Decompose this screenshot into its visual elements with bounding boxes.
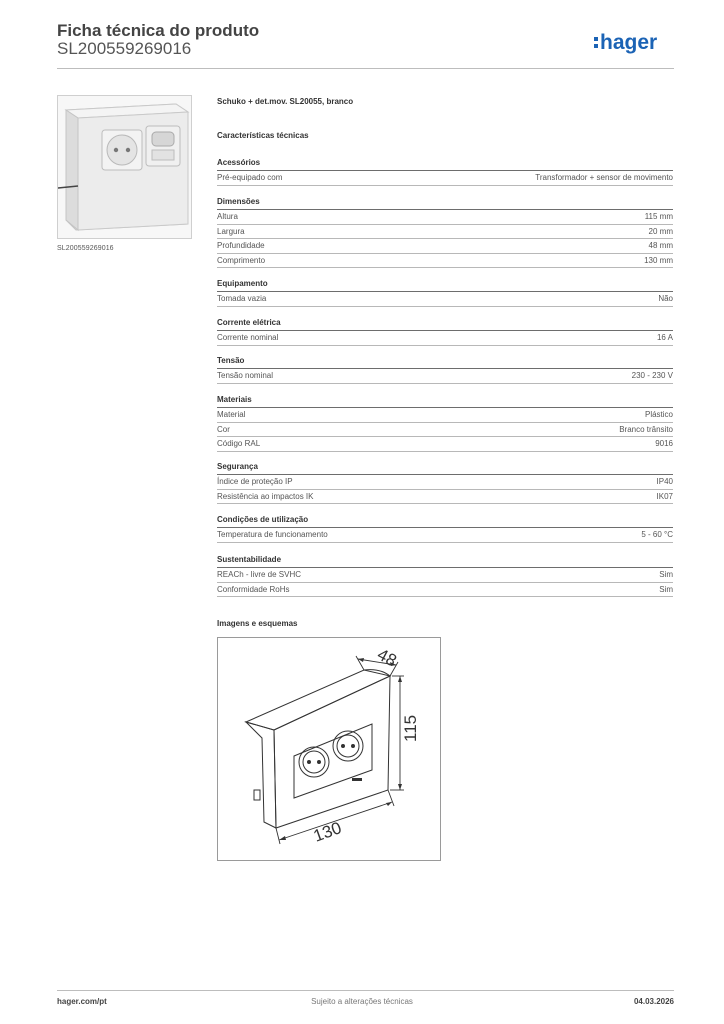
spec-value: Plástico <box>644 410 673 419</box>
spec-row <box>217 239 673 254</box>
spec-value: Branco trânsito <box>619 424 673 434</box>
spec-group-seguranca <box>217 461 673 504</box>
spec-value: 230 - 230 V <box>631 371 673 380</box>
dim-depth-label: 48 <box>374 644 400 671</box>
product-code: SL200559269016 <box>57 39 192 58</box>
spec-value: 20 mm <box>648 226 673 236</box>
logo-text: hager <box>600 31 658 54</box>
spec-group-title: Corrente elétrica <box>217 317 673 331</box>
spec-group-materiais <box>217 394 673 452</box>
spec-group-title: Materiais <box>217 394 673 408</box>
spec-group-condicoes <box>217 514 673 543</box>
spec-group-title: Condições de utilização <box>217 514 673 528</box>
spec-row <box>217 210 673 225</box>
spec-row <box>217 583 673 598</box>
spec-group-title: Dimensões <box>217 196 673 210</box>
spec-row <box>217 225 673 240</box>
spec-value: 16 A <box>656 333 673 342</box>
spec-value: Sim <box>659 570 673 579</box>
spec-label: Material <box>217 410 246 419</box>
spec-group-title: Sustentabilidade <box>217 554 673 568</box>
spec-value: 5 - 60 °C <box>641 530 673 539</box>
spec-value: 130 mm <box>644 255 673 265</box>
spec-label: Conformidade RoHs <box>217 584 290 594</box>
spec-row <box>217 475 673 490</box>
spec-group-title: Acessórios <box>217 157 673 171</box>
spec-group-acessorios <box>217 157 673 186</box>
spec-value: Transformador + sensor de movimento <box>535 173 673 182</box>
page-title: Ficha técnica do produto <box>57 21 260 40</box>
spec-label: Tensão nominal <box>217 371 274 380</box>
spec-row <box>217 408 673 423</box>
product-thumbnail <box>57 95 192 239</box>
product-name: Schuko + det.mov. SL20055, branco <box>217 97 354 106</box>
spec-label: Corrente nominal <box>217 333 279 342</box>
dimension-drawing <box>217 637 441 861</box>
thumbnail-caption: SL200559269016 <box>57 245 114 252</box>
spec-value: Sim <box>659 584 673 594</box>
footer-disclaimer: Sujeito a alterações técnicas <box>311 997 413 1006</box>
box-logo-mark <box>352 778 362 781</box>
spec-label: Índice de proteção IP <box>217 477 293 486</box>
spec-label: Tomada vazia <box>217 294 267 303</box>
spec-value: Não <box>658 294 673 303</box>
spec-label: Código RAL <box>217 439 261 448</box>
dim-height-label: 115 <box>401 714 420 742</box>
spec-row <box>217 171 673 186</box>
spec-group-sustentabilidade <box>217 554 673 597</box>
spec-row <box>217 369 673 384</box>
spec-row <box>217 437 673 452</box>
spec-group-title: Equipamento <box>217 278 673 292</box>
spec-row <box>217 331 673 346</box>
footer-date: 04.03.2026 <box>633 997 674 1006</box>
spec-row <box>217 292 673 307</box>
spec-group-dimensoes <box>217 196 673 268</box>
footer-divider <box>57 990 674 991</box>
spec-row <box>217 490 673 505</box>
footer-website-link[interactable]: hager.com/pt <box>57 997 107 1006</box>
spec-group-title: Tensão <box>217 355 673 369</box>
spec-value: 9016 <box>655 439 673 448</box>
images-section-title: Imagens e esquemas <box>217 619 298 628</box>
spec-label: Largura <box>217 226 245 236</box>
spec-row <box>217 254 673 269</box>
spec-label: Resistência ao impactos IK <box>217 491 314 501</box>
spec-row <box>217 568 673 583</box>
spec-label: Temperatura de funcionamento <box>217 530 328 539</box>
spec-group-corrente <box>217 317 673 346</box>
spec-value: IK07 <box>656 491 673 501</box>
tech-section-title: Características técnicas <box>217 131 309 140</box>
spec-row <box>217 423 673 438</box>
spec-value: IP40 <box>656 477 673 486</box>
spec-label: REACh - livre de SVHC <box>217 570 302 579</box>
spec-label: Cor <box>217 424 230 434</box>
spec-group-tensao <box>217 355 673 384</box>
technical-drawing-svg <box>218 638 440 860</box>
spec-group-equipamento <box>217 278 673 307</box>
spec-value: 48 mm <box>648 241 673 250</box>
spec-label: Profundidade <box>217 241 265 250</box>
spec-group-title: Segurança <box>217 461 673 475</box>
spec-label: Altura <box>217 212 238 221</box>
spec-value: 115 mm <box>644 212 673 221</box>
dim-length-label: 130 <box>310 818 345 846</box>
spec-label: Comprimento <box>217 255 266 265</box>
hager-logo <box>594 28 674 56</box>
spec-label: Pré-equipado com <box>217 173 283 182</box>
spec-row <box>217 528 673 543</box>
header-divider <box>57 68 674 69</box>
